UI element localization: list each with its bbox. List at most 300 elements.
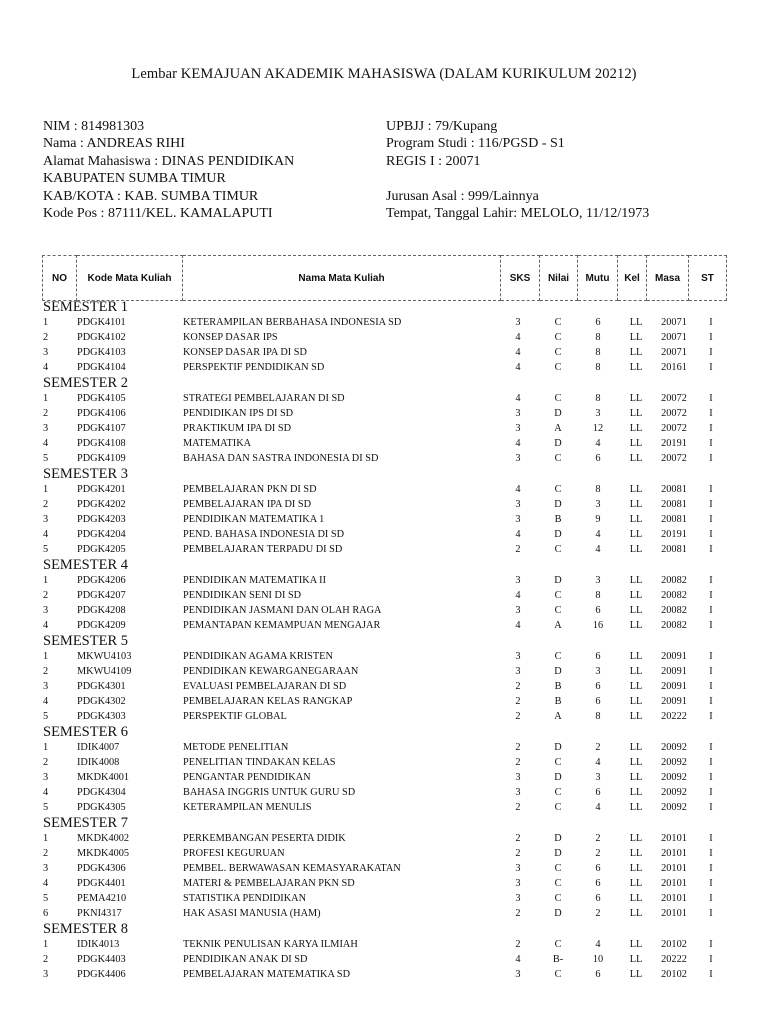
course-name: METODE PENELITIAN xyxy=(183,742,289,753)
course-st: I xyxy=(709,711,713,722)
course-sks: 4 xyxy=(515,347,521,358)
course-nilai: D xyxy=(554,666,562,677)
course-kel: LL xyxy=(629,317,643,328)
course-mutu: 4 xyxy=(595,438,601,449)
course-name: PEND. BAHASA INDONESIA DI SD xyxy=(183,529,345,540)
course-sks: 2 xyxy=(515,696,521,707)
course-kel: LL xyxy=(629,620,643,631)
table-row xyxy=(0,604,768,619)
course-kel: LL xyxy=(629,863,643,874)
course-masa: 20092 xyxy=(661,787,687,798)
course-sks: 2 xyxy=(515,681,521,692)
course-code: PDGK4109 xyxy=(77,453,126,464)
course-name: PRAKTIKUM IPA DI SD xyxy=(183,423,292,434)
course-code: MKWU4109 xyxy=(77,666,132,677)
course-no: 4 xyxy=(43,787,49,798)
course-kel: LL xyxy=(629,544,643,555)
course-nilai: B- xyxy=(552,954,564,965)
course-mutu: 2 xyxy=(595,742,601,753)
course-masa: 20222 xyxy=(661,711,687,722)
course-mutu: 4 xyxy=(595,939,601,950)
course-name: MATERI & PEMBELAJARAN PKN SD xyxy=(183,878,355,889)
course-st: I xyxy=(709,954,713,965)
course-st: I xyxy=(709,544,713,555)
course-no: 2 xyxy=(43,666,49,677)
course-nilai: B xyxy=(554,681,562,692)
course-kel: LL xyxy=(629,848,643,859)
course-mutu: 8 xyxy=(595,332,601,343)
table-row xyxy=(0,771,768,786)
header-no: NO xyxy=(43,256,77,301)
course-kel: LL xyxy=(629,484,643,495)
course-sks: 4 xyxy=(515,529,521,540)
course-kel: LL xyxy=(629,575,643,586)
course-masa: 20082 xyxy=(661,605,687,616)
course-nilai: D xyxy=(554,742,562,753)
course-no: 3 xyxy=(43,347,49,358)
course-mutu: 2 xyxy=(595,908,601,919)
semester-label: SEMESTER 3 xyxy=(43,466,128,482)
table-row xyxy=(0,543,768,558)
course-kel: LL xyxy=(629,529,643,540)
course-kel: LL xyxy=(629,787,643,798)
course-name: EVALUASI PEMBELAJARAN DI SD xyxy=(183,681,347,692)
course-no: 3 xyxy=(43,681,49,692)
table-row xyxy=(0,862,768,877)
table-row xyxy=(0,407,768,422)
table-row xyxy=(0,392,768,407)
course-mutu: 8 xyxy=(595,393,601,404)
course-no: 3 xyxy=(43,605,49,616)
course-nilai: C xyxy=(554,393,562,404)
course-kel: LL xyxy=(629,347,643,358)
course-sks: 2 xyxy=(515,544,521,555)
course-sks: 3 xyxy=(515,878,521,889)
course-masa: 20092 xyxy=(661,772,687,783)
course-mutu: 6 xyxy=(595,651,601,662)
table-row xyxy=(0,801,768,816)
course-masa: 20091 xyxy=(661,681,687,692)
course-code: MKWU4103 xyxy=(77,651,132,662)
course-nilai: C xyxy=(554,544,562,555)
course-sks: 2 xyxy=(515,833,521,844)
course-masa: 20091 xyxy=(661,696,687,707)
course-masa: 20102 xyxy=(661,939,687,950)
course-st: I xyxy=(709,484,713,495)
course-st: I xyxy=(709,893,713,904)
course-sks: 2 xyxy=(515,939,521,950)
student-info-left xyxy=(43,118,373,222)
semester-label: SEMESTER 7 xyxy=(43,815,128,831)
course-nilai: C xyxy=(554,939,562,950)
course-no: 5 xyxy=(43,802,49,813)
course-sks: 3 xyxy=(515,787,521,798)
course-st: I xyxy=(709,908,713,919)
course-no: 4 xyxy=(43,362,49,373)
course-nilai: B xyxy=(554,514,562,525)
course-name: PERSPEKTIF PENDIDIKAN SD xyxy=(183,362,325,373)
student-info-right xyxy=(386,118,746,222)
course-mutu: 6 xyxy=(595,969,601,980)
course-masa: 20071 xyxy=(661,332,687,343)
course-masa: 20072 xyxy=(661,423,687,434)
course-no: 3 xyxy=(43,863,49,874)
course-sks: 2 xyxy=(515,848,521,859)
course-mutu: 6 xyxy=(595,605,601,616)
course-name: KONSEP DASAR IPA DI SD xyxy=(183,347,307,358)
table-row xyxy=(0,877,768,892)
course-sks: 4 xyxy=(515,484,521,495)
course-no: 2 xyxy=(43,848,49,859)
course-masa: 20101 xyxy=(661,848,687,859)
course-name: TEKNIK PENULISAN KARYA ILMIAH xyxy=(183,939,358,950)
course-kel: LL xyxy=(629,772,643,783)
semester-heading xyxy=(0,922,768,938)
course-code: PDGK4104 xyxy=(77,362,126,373)
course-masa: 20082 xyxy=(661,575,687,586)
course-name: PEMANTAPAN KEMAMPUAN MENGAJAR xyxy=(183,620,381,631)
course-st: I xyxy=(709,529,713,540)
course-masa: 20081 xyxy=(661,484,687,495)
course-st: I xyxy=(709,681,713,692)
course-name: PEMBELAJARAN TERPADU DI SD xyxy=(183,544,343,555)
course-nilai: A xyxy=(554,620,562,631)
course-nilai: C xyxy=(554,651,562,662)
course-code: PDGK4304 xyxy=(77,787,126,798)
header-mutu: Mutu xyxy=(578,256,618,301)
course-sks: 3 xyxy=(515,651,521,662)
nim-field: NIM : 814981303 xyxy=(43,119,145,134)
nama-field: Nama : ANDREAS RIHI xyxy=(43,136,185,152)
header-nama: Nama Mata Kuliah xyxy=(183,256,501,301)
header-sks: SKS xyxy=(501,256,540,301)
course-nilai: C xyxy=(554,863,562,874)
course-name: PENDIDIKAN SENI DI SD xyxy=(183,590,302,601)
table-header xyxy=(42,255,727,301)
table-row xyxy=(0,847,768,862)
course-sks: 4 xyxy=(515,438,521,449)
course-mutu: 8 xyxy=(595,484,601,495)
course-nilai: D xyxy=(554,438,562,449)
course-nilai: C xyxy=(554,893,562,904)
course-nilai: C xyxy=(554,453,562,464)
course-st: I xyxy=(709,651,713,662)
course-mutu: 6 xyxy=(595,696,601,707)
course-no: 6 xyxy=(43,908,49,919)
course-nilai: C xyxy=(554,317,562,328)
course-no: 1 xyxy=(43,484,49,495)
table-row xyxy=(0,574,768,589)
document-title: Lembar KEMAJUAN AKADEMIK MAHASISWA (DALAM KURIKULUM 20212) xyxy=(131,66,637,82)
course-kel: LL xyxy=(629,590,643,601)
course-no: 1 xyxy=(43,651,49,662)
course-code: IDIK4007 xyxy=(77,742,120,753)
course-nilai: D xyxy=(554,908,562,919)
course-mutu: 4 xyxy=(595,802,601,813)
course-code: PDGK4204 xyxy=(77,529,126,540)
table-row xyxy=(0,741,768,756)
course-sks: 4 xyxy=(515,620,521,631)
course-code: MKDK4002 xyxy=(77,833,130,844)
course-sks: 3 xyxy=(515,893,521,904)
course-code: PDGK4301 xyxy=(77,681,126,692)
table-row xyxy=(0,437,768,452)
table-row xyxy=(0,452,768,467)
course-code: PDGK4401 xyxy=(77,878,126,889)
kabkota-field: KAB/KOTA : KAB. SUMBA TIMUR xyxy=(43,188,259,204)
course-masa: 20071 xyxy=(661,347,687,358)
course-masa: 20101 xyxy=(661,908,687,919)
course-name: PENDIDIKAN KEWARGANEGARAAN xyxy=(183,666,359,677)
course-code: PDGK4209 xyxy=(77,620,126,631)
course-code: PDGK4206 xyxy=(77,575,126,586)
course-st: I xyxy=(709,787,713,798)
course-mutu: 3 xyxy=(595,772,601,783)
course-name: PEMBELAJARAN MATEMATIKA SD xyxy=(183,969,351,980)
course-name: KETERAMPILAN BERBAHASA INDONESIA SD xyxy=(183,317,402,328)
course-masa: 20081 xyxy=(661,514,687,525)
course-no: 3 xyxy=(43,969,49,980)
table-row xyxy=(0,907,768,922)
course-name: PEMBELAJARAN KELAS RANGKAP xyxy=(183,696,353,707)
course-code: MKDK4005 xyxy=(77,848,130,859)
course-masa: 20072 xyxy=(661,393,687,404)
course-masa: 20082 xyxy=(661,590,687,601)
course-kel: LL xyxy=(629,711,643,722)
semester-heading xyxy=(0,725,768,741)
course-sks: 3 xyxy=(515,317,521,328)
course-st: I xyxy=(709,332,713,343)
course-mutu: 10 xyxy=(592,954,604,965)
course-sks: 4 xyxy=(515,362,521,373)
course-nilai: C xyxy=(554,590,562,601)
course-mutu: 6 xyxy=(595,878,601,889)
course-no: 1 xyxy=(43,393,49,404)
course-masa: 20072 xyxy=(661,453,687,464)
course-masa: 20081 xyxy=(661,499,687,510)
course-kel: LL xyxy=(629,908,643,919)
semester-heading xyxy=(0,634,768,650)
course-mutu: 8 xyxy=(595,347,601,358)
course-no: 2 xyxy=(43,590,49,601)
course-kel: LL xyxy=(629,651,643,662)
course-kel: LL xyxy=(629,833,643,844)
table-row xyxy=(0,832,768,847)
course-kel: LL xyxy=(629,757,643,768)
course-masa: 20161 xyxy=(661,362,687,373)
course-st: I xyxy=(709,499,713,510)
course-kel: LL xyxy=(629,696,643,707)
course-mutu: 12 xyxy=(592,423,604,434)
course-no: 5 xyxy=(43,453,49,464)
course-mutu: 4 xyxy=(595,544,601,555)
course-code: PDGK4103 xyxy=(77,347,126,358)
course-kel: LL xyxy=(629,393,643,404)
header-kel: Kel xyxy=(618,256,647,301)
course-masa: 20092 xyxy=(661,802,687,813)
course-masa: 20191 xyxy=(661,529,687,540)
semester-label: SEMESTER 4 xyxy=(43,557,128,573)
course-code: PEMA4210 xyxy=(77,893,127,904)
course-sks: 3 xyxy=(515,453,521,464)
course-nilai: D xyxy=(554,772,562,783)
ttl-field: Tempat, Tanggal Lahir: MELOLO, 11/12/1973 xyxy=(386,206,650,222)
course-nilai: D xyxy=(554,833,562,844)
course-nilai: B xyxy=(554,696,562,707)
table-row xyxy=(0,710,768,725)
course-st: I xyxy=(709,423,713,434)
course-nilai: D xyxy=(554,848,562,859)
course-nilai: A xyxy=(554,711,562,722)
course-st: I xyxy=(709,742,713,753)
course-mutu: 3 xyxy=(595,408,601,419)
course-masa: 20081 xyxy=(661,544,687,555)
course-name: BAHASA INGGRIS UNTUK GURU SD xyxy=(183,787,356,798)
course-mutu: 9 xyxy=(595,514,601,525)
course-kel: LL xyxy=(629,802,643,813)
course-kel: LL xyxy=(629,742,643,753)
course-mutu: 6 xyxy=(595,863,601,874)
course-st: I xyxy=(709,863,713,874)
course-st: I xyxy=(709,757,713,768)
course-sks: 2 xyxy=(515,757,521,768)
course-sks: 4 xyxy=(515,332,521,343)
upbjj-field: UPBJJ : 79/Kupang xyxy=(386,119,498,134)
table-row xyxy=(0,680,768,695)
course-kel: LL xyxy=(629,423,643,434)
table-row xyxy=(0,665,768,680)
course-st: I xyxy=(709,848,713,859)
course-kel: LL xyxy=(629,954,643,965)
course-mutu: 6 xyxy=(595,453,601,464)
course-masa: 20091 xyxy=(661,666,687,677)
course-kel: LL xyxy=(629,666,643,677)
course-sks: 2 xyxy=(515,711,521,722)
table-row xyxy=(0,619,768,634)
course-masa: 20191 xyxy=(661,438,687,449)
jurusan-asal-field: Jurusan Asal : 999/Lainnya xyxy=(386,188,539,204)
course-code: PDGK4106 xyxy=(77,408,126,419)
table-row xyxy=(0,361,768,376)
course-sks: 4 xyxy=(515,590,521,601)
course-code: PKNI4317 xyxy=(77,908,122,919)
course-st: I xyxy=(709,969,713,980)
course-nilai: D xyxy=(554,408,562,419)
course-nilai: C xyxy=(554,757,562,768)
course-code: PDGK4208 xyxy=(77,605,126,616)
table-row xyxy=(0,892,768,907)
course-nilai: D xyxy=(554,575,562,586)
course-code: PDGK4305 xyxy=(77,802,126,813)
course-sks: 3 xyxy=(515,514,521,525)
course-name: PENDIDIKAN JASMANI DAN OLAH RAGA xyxy=(183,605,382,616)
table-row xyxy=(0,513,768,528)
course-mutu: 16 xyxy=(592,620,604,631)
course-no: 3 xyxy=(43,514,49,525)
course-no: 2 xyxy=(43,954,49,965)
header-nilai: Nilai xyxy=(540,256,578,301)
course-st: I xyxy=(709,453,713,464)
course-kel: LL xyxy=(629,332,643,343)
course-st: I xyxy=(709,362,713,373)
course-st: I xyxy=(709,408,713,419)
course-nilai: C xyxy=(554,787,562,798)
table-row xyxy=(0,589,768,604)
course-st: I xyxy=(709,833,713,844)
course-mutu: 4 xyxy=(595,757,601,768)
course-sks: 3 xyxy=(515,772,521,783)
course-no: 5 xyxy=(43,544,49,555)
course-kel: LL xyxy=(629,681,643,692)
semester-heading xyxy=(0,300,768,316)
course-mutu: 2 xyxy=(595,833,601,844)
course-nilai: C xyxy=(554,362,562,373)
course-st: I xyxy=(709,393,713,404)
course-nilai: C xyxy=(554,347,562,358)
semester-label: SEMESTER 6 xyxy=(43,724,128,740)
course-masa: 20071 xyxy=(661,317,687,328)
course-name: MATEMATIKA xyxy=(183,438,252,449)
course-nilai: C xyxy=(554,605,562,616)
course-st: I xyxy=(709,590,713,601)
course-name: STRATEGI PEMBELAJARAN DI SD xyxy=(183,393,345,404)
course-kel: LL xyxy=(629,893,643,904)
table-row xyxy=(0,498,768,513)
course-mutu: 2 xyxy=(595,848,601,859)
course-mutu: 3 xyxy=(595,499,601,510)
regis-field: REGIS I : 20071 xyxy=(386,153,481,169)
course-mutu: 6 xyxy=(595,787,601,798)
semester-heading xyxy=(0,376,768,392)
course-st: I xyxy=(709,802,713,813)
course-st: I xyxy=(709,666,713,677)
course-st: I xyxy=(709,514,713,525)
table-row xyxy=(0,786,768,801)
table-row xyxy=(0,331,768,346)
course-code: PDGK4302 xyxy=(77,696,126,707)
alamat-field-cont: KABUPATEN SUMBA TIMUR xyxy=(43,171,226,187)
course-sks: 4 xyxy=(515,393,521,404)
course-no: 1 xyxy=(43,833,49,844)
course-nilai: C xyxy=(554,878,562,889)
table-row xyxy=(0,483,768,498)
course-no: 4 xyxy=(43,529,49,540)
course-code: PDGK4102 xyxy=(77,332,126,343)
course-kel: LL xyxy=(629,605,643,616)
course-sks: 2 xyxy=(515,742,521,753)
course-st: I xyxy=(709,772,713,783)
course-code: PDGK4101 xyxy=(77,317,126,328)
course-name: PERKEMBANGAN PESERTA DIDIK xyxy=(183,833,346,844)
course-sks: 3 xyxy=(515,408,521,419)
course-kel: LL xyxy=(629,362,643,373)
course-name: PEMBELAJARAN PKN DI SD xyxy=(183,484,317,495)
table-row xyxy=(0,938,768,953)
course-name: PEMBELAJARAN IPA DI SD xyxy=(183,499,312,510)
course-nilai: C xyxy=(554,969,562,980)
course-no: 3 xyxy=(43,423,49,434)
header-st: ST xyxy=(689,256,727,301)
course-code: IDIK4008 xyxy=(77,757,120,768)
course-st: I xyxy=(709,696,713,707)
course-mutu: 6 xyxy=(595,317,601,328)
table-row xyxy=(0,953,768,968)
course-st: I xyxy=(709,878,713,889)
course-name: KETERAMPILAN MENULIS xyxy=(183,802,312,813)
course-no: 1 xyxy=(43,939,49,950)
course-sks: 2 xyxy=(515,908,521,919)
semester-heading xyxy=(0,467,768,483)
